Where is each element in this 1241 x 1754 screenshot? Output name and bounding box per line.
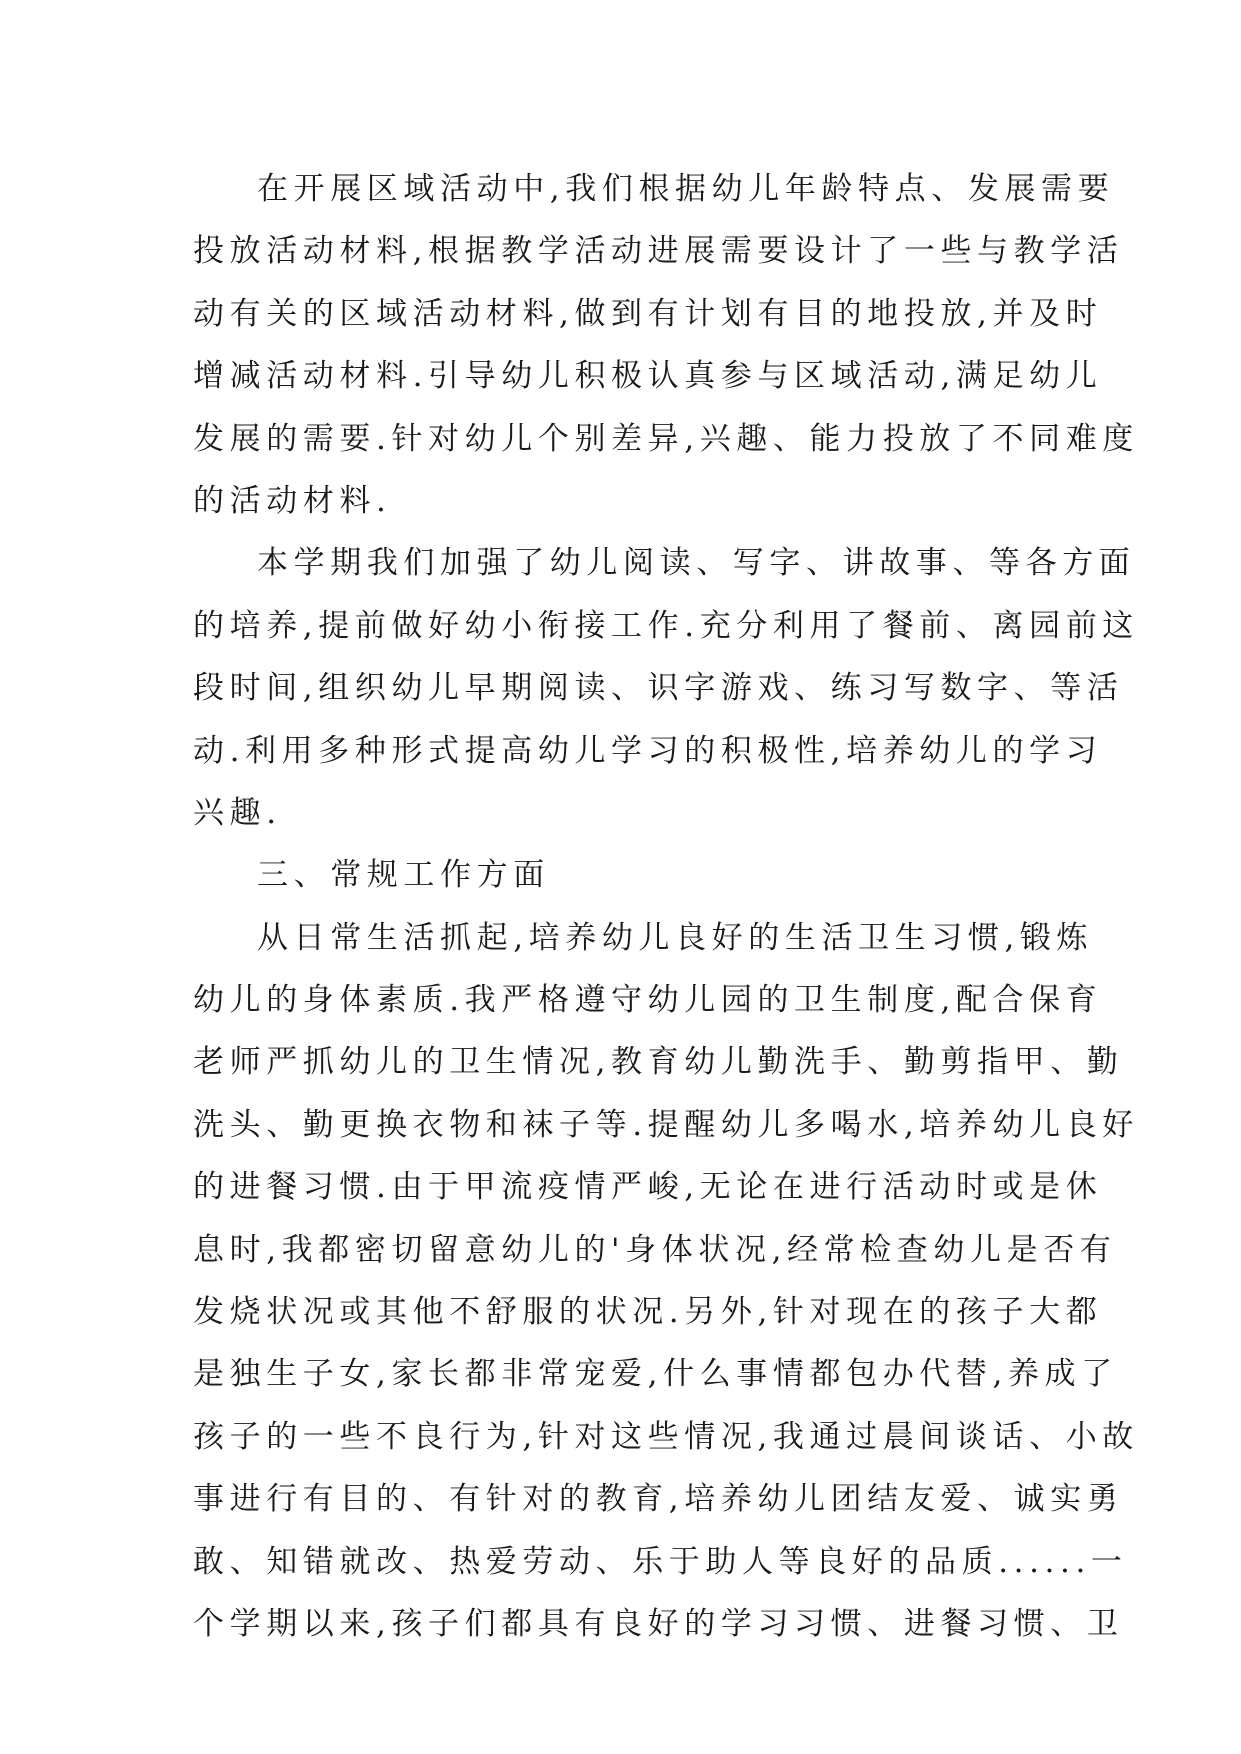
text-line: 兴趣. xyxy=(193,794,282,831)
text-line: 动有关的区域活动材料,做到有计划有目的地投放,并及时 xyxy=(193,295,1103,332)
text-line: 老师严抓幼儿的卫生情况,教育幼儿勤洗手、勤剪指甲、勤 xyxy=(193,1044,1124,1081)
text-line: 孩子的一些不良行为,针对这些情况,我通过晨间谈话、小故 xyxy=(193,1418,1139,1455)
text-line: 事进行有目的、有针对的教育,培养幼儿团结友爱、诚实勇 xyxy=(193,1481,1124,1518)
text-line: 从日常生活抓起,培养幼儿良好的生活卫生习惯,锻炼 xyxy=(257,919,1094,956)
text-line: 个学期以来,孩子们都具有良好的学习习惯、进餐习惯、卫 xyxy=(193,1605,1124,1642)
text-line: 段时间,组织幼儿早期阅读、识字游戏、练习写数字、等活 xyxy=(193,670,1124,707)
text-line: 是独生子女,家长都非常宠爱,什么事情都包办代替,养成了 xyxy=(193,1356,1118,1393)
text-line: 的活动材料. xyxy=(193,482,392,519)
text-line: 洗头、勤更换衣物和袜子等.提醒幼儿多喝水,培养幼儿良好 xyxy=(193,1106,1139,1143)
text-line: 的进餐习惯.由于甲流疫情严峻,无论在进行活动时或是休 xyxy=(193,1169,1103,1206)
text-line: 在开展区域活动中,我们根据幼儿年龄特点、发展需要 xyxy=(257,171,1115,207)
text-line: 发烧状况或其他不舒服的状况.另外,针对现在的孩子大都 xyxy=(193,1294,1103,1331)
text-line: 的培养,提前做好幼小衔接工作.充分利用了餐前、离园前这 xyxy=(193,607,1139,644)
text-line: 本学期我们加强了幼儿阅读、写字、讲故事、等各方面 xyxy=(257,545,1136,582)
text-line: 发展的需要.针对幼儿个别差异,兴趣、能力投放了不同难度 xyxy=(193,420,1139,457)
section-heading: 三、常规工作方面 xyxy=(257,857,550,894)
text-line: 息时,我都密切留意幼儿的'身体状况,经常检查幼儿是否有 xyxy=(193,1231,1117,1268)
text-line: 增减活动材料.引导幼儿积极认真参与区域活动,满足幼儿 xyxy=(193,358,1103,395)
text-line: 投放活动材料,根据教学活动进展需要设计了一些与教学活 xyxy=(193,233,1124,270)
text-line: 敢、知错就改、热爱劳动、乐于助人等良好的品质......一 xyxy=(193,1543,1128,1580)
document-body xyxy=(193,158,1139,1655)
text-line: 幼儿的身体素质.我严格遵守幼儿园的卫生制度,配合保育 xyxy=(193,982,1103,1019)
text-line: 动.利用多种形式提高幼儿学习的积极性,培养幼儿的学习 xyxy=(193,732,1103,769)
